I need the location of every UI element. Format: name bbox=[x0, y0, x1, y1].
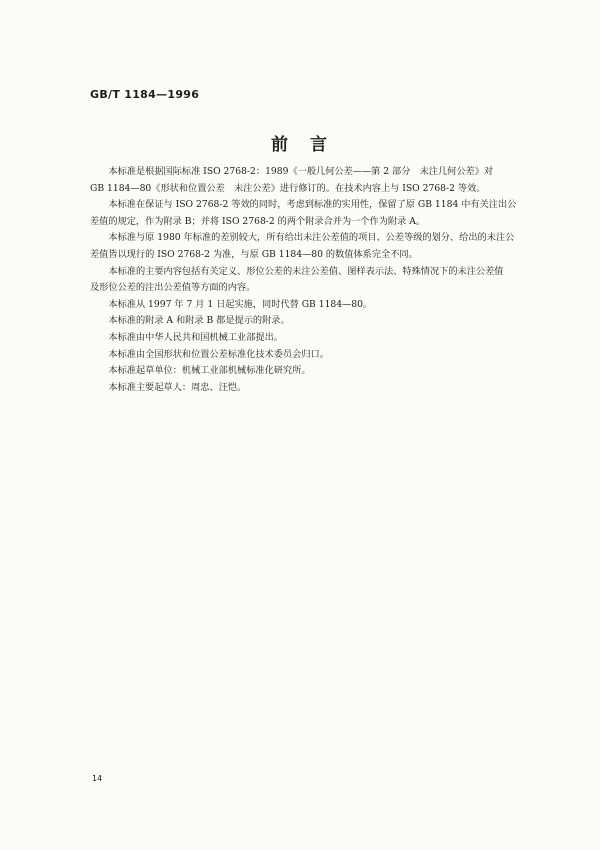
paragraph-line: 差值的规定，作为附录 B；并将 ISO 2768-2 的两个附录合并为一个作为附录 A。 bbox=[90, 215, 426, 227]
paragraph bbox=[90, 197, 515, 230]
paragraph bbox=[90, 313, 515, 330]
page-number: 14 bbox=[92, 774, 103, 783]
foreword-body bbox=[90, 164, 515, 396]
paragraph bbox=[90, 347, 515, 364]
paragraph-line: 本标准起草单位：机械工业部机械标准化研究所。 bbox=[108, 365, 311, 377]
paragraph bbox=[90, 380, 515, 397]
paragraph-line: 本标准的附录 A 和附录 B 都是提示的附录。 bbox=[108, 315, 290, 327]
paragraph-line: GB 1184—80《形状和位置公差 未注公差》进行修订的。在技术内容上与 ISO 2768-2 等效。 bbox=[90, 182, 486, 194]
paragraph-line: 本标准由中华人民共和国机械工业部提出。 bbox=[108, 331, 283, 343]
page-title: 前言 bbox=[271, 135, 349, 155]
paragraph bbox=[90, 264, 515, 297]
paragraph-line: 本标准是根据国际标准 ISO 2768-2：1989《一般几何公差——第 2 部分 未注几何公差》对 bbox=[108, 166, 494, 177]
paragraph bbox=[90, 164, 515, 197]
paragraph-line: 及形位公差的注出公差值等方面的内容。 bbox=[90, 282, 256, 294]
paragraph-line: 本标准主要起草人：周忠、汪恺。 bbox=[108, 381, 247, 393]
paragraph-line: 本标准与原 1980 年标准的差别较大，所有给出未注公差值的项目、公差等级的划分、给出的未注公 bbox=[108, 232, 515, 244]
paragraph-line: 本标准在保证与 ISO 2768-2 等效的同时，考虑到标准的实用性，保留了原 GB 1184 中有关注出公 bbox=[108, 199, 517, 211]
paragraph bbox=[90, 297, 515, 314]
paragraph bbox=[90, 230, 515, 263]
paragraph-line: 本标准由全国形状和位置公差标准化技术委员会归口。 bbox=[108, 348, 329, 360]
paragraph bbox=[90, 363, 515, 380]
paragraph bbox=[90, 330, 515, 347]
paragraph-line: 本标准的主要内容包括有关定义、形位公差的未注公差值、图样表示法、特殊情况下的未注公差值 bbox=[108, 265, 504, 277]
paragraph-line: 差值皆以现行的 ISO 2768-2 为准，与原 GB 1184—80 的数值体系完全不同。 bbox=[90, 248, 418, 260]
standard-code: GB/T 1184—1996 bbox=[90, 88, 200, 101]
paragraph-line: 本标准从 1997 年 7 月 1 日起实施，同时代替 GB 1184—80。 bbox=[108, 298, 373, 310]
